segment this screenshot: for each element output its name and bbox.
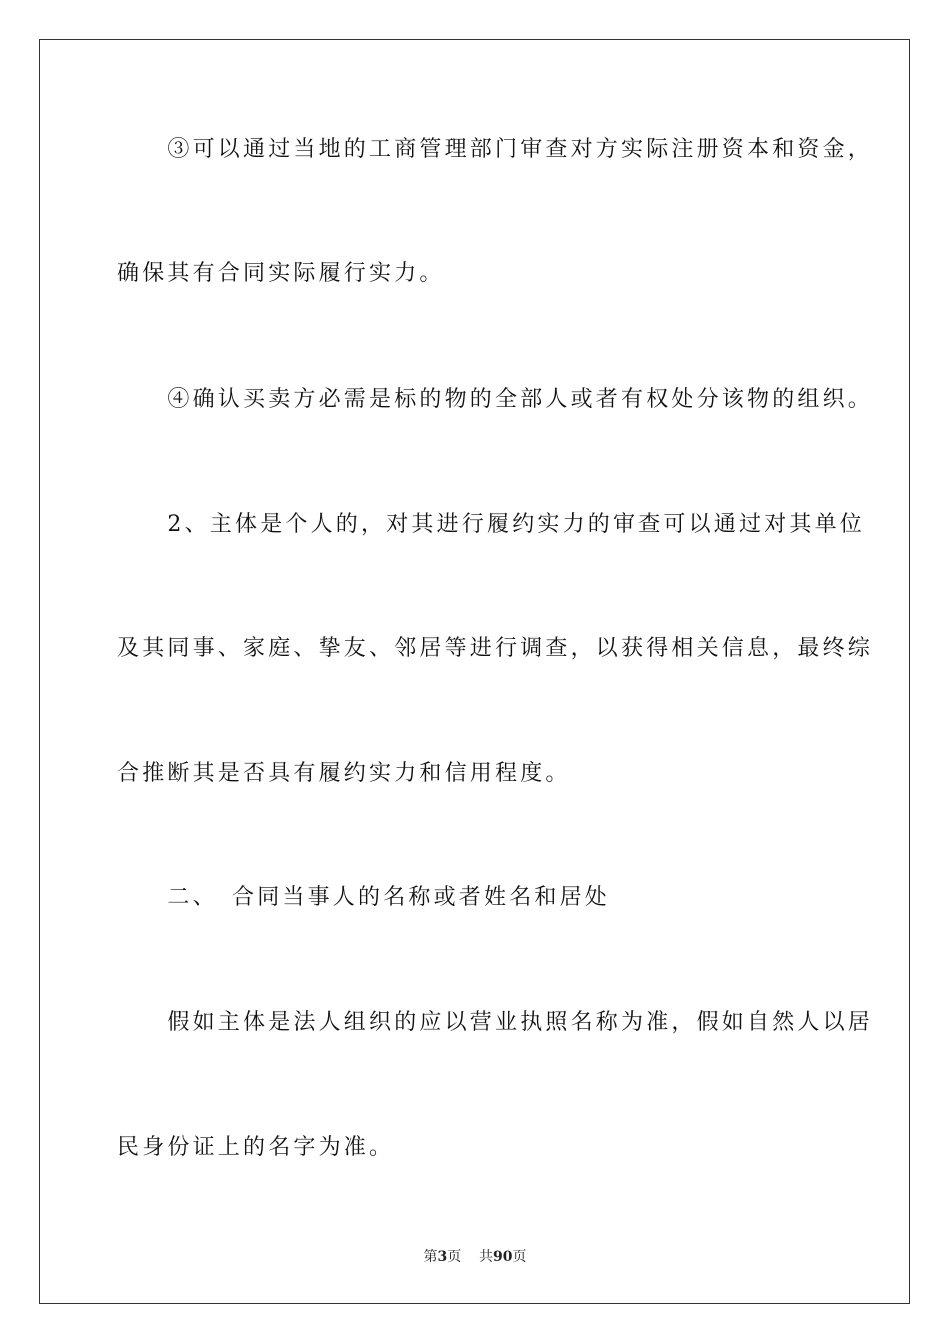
page-suffix: 页 bbox=[447, 1249, 462, 1265]
body-line-8: 假如主体是法人组织的应以营业执照名称为准，假如自然人以居 bbox=[117, 1010, 874, 1035]
page-prefix: 第 bbox=[423, 1249, 438, 1265]
body-line-3: ④确认买卖方必需是标的物的全部人或者有权处分该物的组织。 bbox=[117, 387, 874, 412]
section-heading: 二、 合同当事人的名称或者姓名和居处 bbox=[117, 885, 611, 910]
body-line-1: ③可以通过当地的工商管理部门审查对方实际注册资本和资金， bbox=[117, 137, 874, 162]
total-prefix: 共 bbox=[479, 1249, 494, 1265]
body-line-6: 合推断其是否具有履约实力和信用程度。 bbox=[117, 761, 571, 786]
page-footer bbox=[0, 1248, 950, 1266]
page-number: 3 bbox=[437, 1249, 448, 1265]
total-pages: 90 bbox=[493, 1249, 513, 1265]
body-line-9: 民身份证上的名字为准。 bbox=[117, 1135, 395, 1160]
body-line-5: 及其同事、家庭、挚友、邻居等进行调查，以获得相关信息，最终综 bbox=[117, 636, 874, 661]
page-border bbox=[39, 39, 910, 1304]
total-suffix: 页 bbox=[512, 1249, 527, 1265]
body-line-4: 2、主体是个人的，对其进行履约实力的审查可以通过对其单位 bbox=[117, 512, 865, 537]
body-line-2: 确保其有合同实际履行实力。 bbox=[117, 261, 445, 286]
